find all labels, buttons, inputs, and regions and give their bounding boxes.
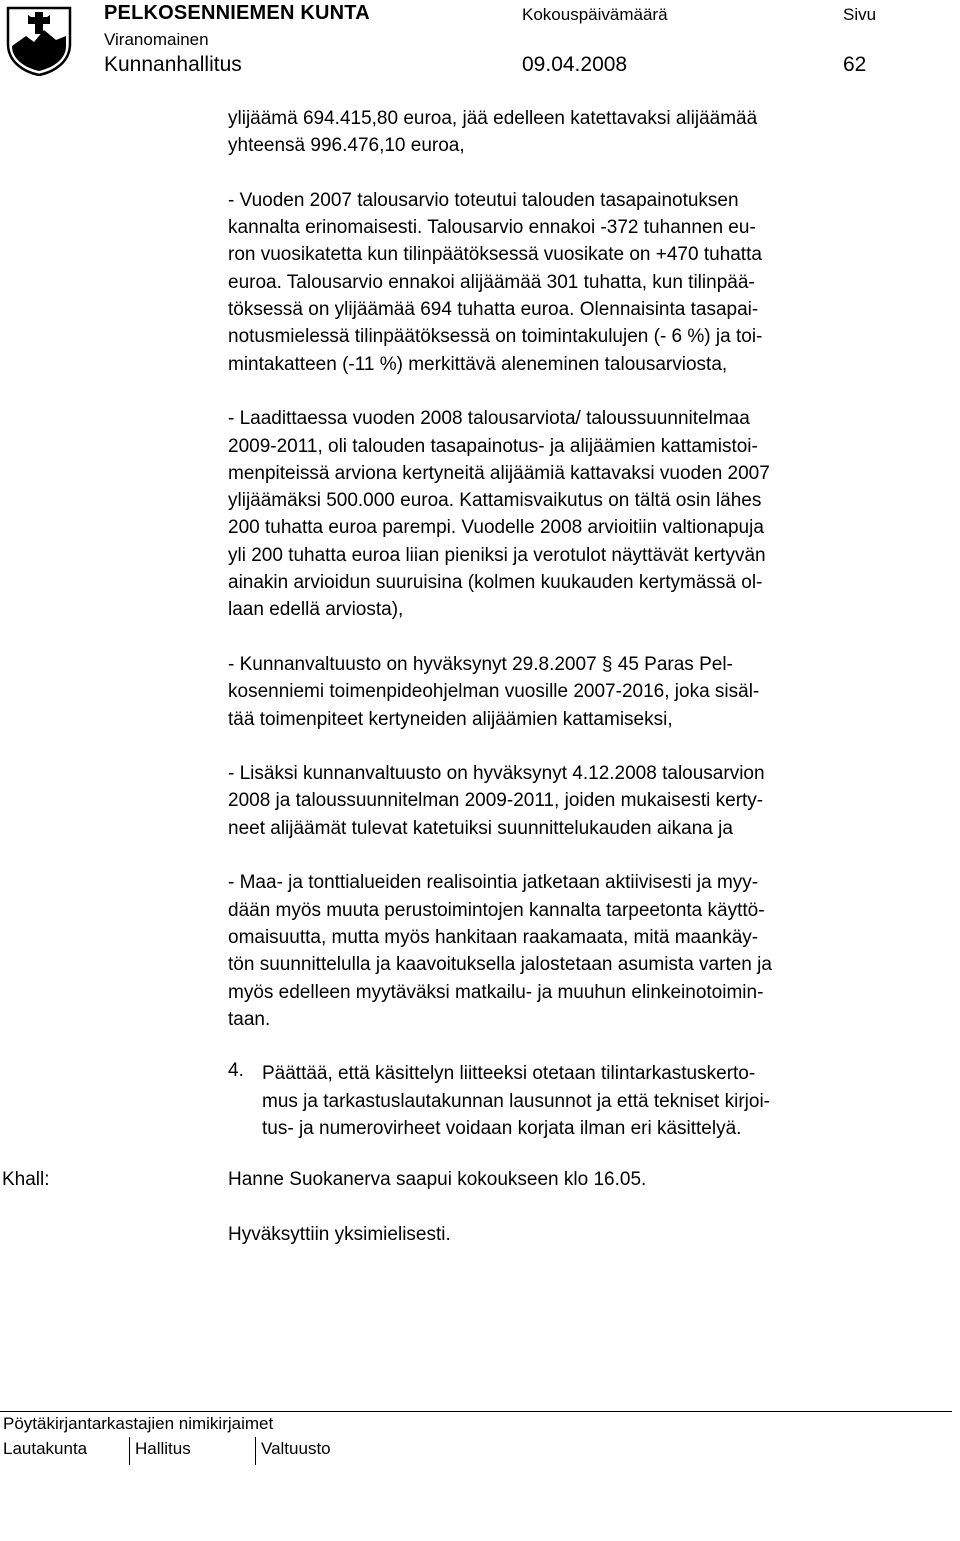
authority-label: Viranomainen — [104, 30, 209, 49]
text-line: 200 tuhatta euroa parempi. Vuodelle 2008 arvioitiin valtionapuja — [228, 517, 764, 539]
footer-cell-valtuusto: Valtuusto — [261, 1439, 331, 1458]
item-line: Päättää, että käsittelyn liitteeksi otetaan tilintarkastuskerto- — [262, 1063, 756, 1085]
paragraph-gap — [228, 733, 928, 760]
text-line: taan. — [228, 1008, 271, 1030]
text-line: mintakatteen (-11 %) merkittävä aleneminen talousarviosta, — [228, 353, 728, 375]
text-line: - Kunnanvaltuusto on hyväksynyt 29.8.2007 § 45 Paras Pel- — [228, 653, 733, 675]
text-line: kannalta erinomaisesti. Talousarvio ennakoi -372 tuhannen eu- — [228, 217, 756, 239]
text-line: euroa. Talousarvio ennakoi alijäämää 301 tuhatta, kun tilinpää- — [228, 271, 755, 293]
text-line: tää toimenpiteet kertyneiden alijäämien kattamiseksi, — [228, 708, 673, 730]
text-line: yhteensä 996.476,10 euroa, — [228, 135, 465, 157]
footer-cell-lautakunta: Lautakunta — [0, 1437, 130, 1465]
paragraph-gap — [228, 1033, 928, 1060]
text-line: - Maa- ja tonttialueiden realisointia jatketaan aktiivisesti ja myy- — [228, 872, 759, 894]
coat-of-arms-icon — [6, 6, 72, 76]
text-line: - Laadittaessa vuoden 2008 talousarviota/ taloussuunnitelmaa — [228, 408, 750, 430]
text-line: ylijäämä 694.415,80 euroa, jää edelleen katettavaksi alijäämää — [228, 108, 758, 129]
text-line: tön suunnittelulla ja kaavoituksella jalostetaan asumista varten ja — [228, 954, 772, 976]
meeting-date-label: Kokouspäivämäärä — [522, 5, 668, 24]
item-number: 4. — [228, 1060, 244, 1082]
item-line: tus- ja numerovirheet voidaan korjata ilman eri käsittelyä. — [262, 1117, 742, 1139]
body-paragraphs — [228, 105, 928, 1060]
paragraph-gap — [228, 624, 928, 651]
text-line: neet alijäämät tulevat katetuiksi suunnittelukauden aikana ja — [228, 817, 733, 839]
text-line: myös edelleen myytäväksi matkailu- ja muuhun elinkeinotoimin- — [228, 981, 764, 1003]
khall-label: Khall: — [2, 1169, 50, 1190]
text-line: ron vuosikatetta kun tilinpäätöksessä vuosikate on +470 tuhatta — [228, 244, 762, 266]
meeting-date: 09.04.2008 — [522, 53, 628, 76]
khall-note: Hanne Suokanerva saapui kokoukseen klo 16.05. — [228, 1169, 647, 1190]
organization-name: PELKOSENNIEMEN KUNTA — [104, 2, 370, 24]
text-line: - Lisäksi kunnanvaltuusto on hyväksynyt 4.12.2008 talousarvion — [228, 763, 765, 785]
item-line: mus ja tarkastuslautakunnan lausunnot ja että tekniset kirjoi- — [262, 1090, 770, 1112]
text-line: 2009-2011, oli talouden tasapainotus- ja alijäämien kattamistoi- — [228, 435, 758, 457]
page-number: 62 — [843, 53, 867, 76]
page-label: Sivu — [843, 5, 877, 24]
text-line: ainakin arvioidun suuruisina (kolmen kuukauden kertymässä ol- — [228, 572, 763, 594]
text-line: - Vuoden 2007 talousarvio toteutui talouden tasapainotuksen — [228, 189, 739, 211]
paragraph-gap — [228, 160, 928, 187]
item-4-text — [228, 1060, 928, 1142]
numbered-item-4 — [228, 1060, 928, 1142]
footer-title: Pöytäkirjantarkastajien nimikirjaimet — [3, 1414, 274, 1433]
text-line: 2008 ja taloussuunnitelman 2009-2011, joiden mukaisesti kerty- — [228, 790, 764, 812]
text-line: dään myös muuta perustoimintojen kannalta tarpeetonta käyttö- — [228, 899, 765, 921]
text-line: töksessä on ylijäämää 694 tuhatta euroa. Olennaisinta tasapai- — [228, 299, 759, 321]
minutes-body — [228, 105, 928, 1142]
text-line: laan edellä arviosta), — [228, 599, 404, 621]
text-line: menpiteissä arviona kertyneitä alijäämiä kattavaksi vuoden 2007 — [228, 462, 770, 484]
text-line: omaisuutta, mutta myös hankitaan raakamaata, mitä maankäy- — [228, 926, 759, 948]
footer-divider — [0, 1411, 952, 1412]
footer-cell-hallitus: Hallitus — [130, 1437, 256, 1465]
decision-text: Hyväksyttiin yksimielisesti. — [228, 1224, 451, 1245]
text-line: kosenniemi toimenpideohjelman vuosille 2007-2016, joka sisäl- — [228, 681, 760, 703]
text-line: notusmielessä tilinpäätöksessä on toimintakulujen (- 6 %) ja toi- — [228, 326, 763, 348]
text-line: yli 200 tuhatta euroa liian pieniksi ja verotulot näyttävät kertyvän — [228, 544, 766, 566]
paragraph-gap — [228, 842, 928, 869]
text-line: ylijäämäksi 500.000 euroa. Kattamisvaikutus on tältä osin lähes — [228, 490, 762, 512]
authority-name: Kunnanhallitus — [104, 53, 242, 76]
paragraph-gap — [228, 378, 928, 405]
footer-signature-row — [0, 1437, 952, 1465]
